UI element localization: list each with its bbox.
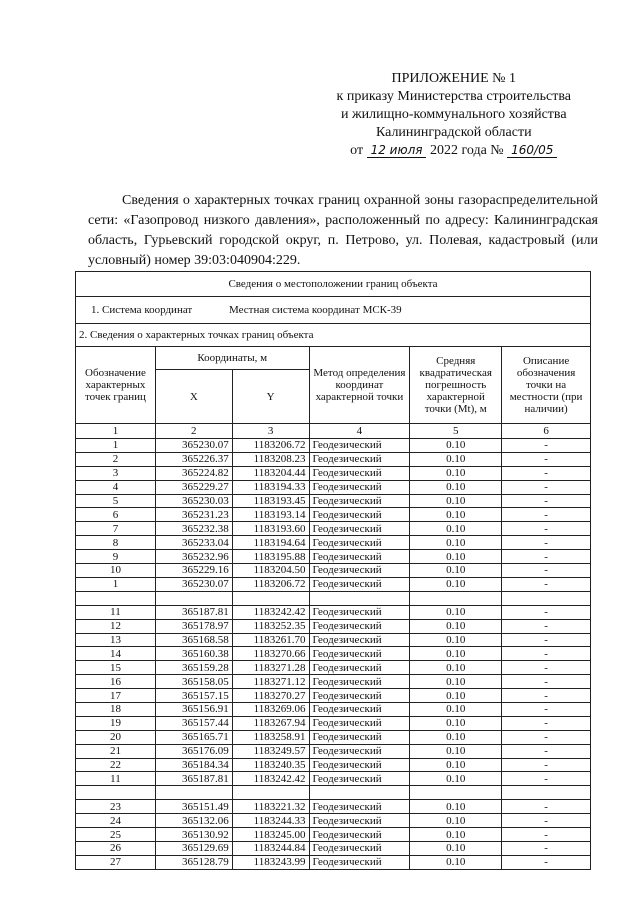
point-id-cell: 19 (76, 716, 156, 730)
description-cell: - (502, 452, 591, 466)
point-id-cell: 13 (76, 633, 156, 647)
error-cell: 0.10 (410, 564, 502, 578)
point-id-cell: 20 (76, 730, 156, 744)
method-cell: Геодезический (309, 772, 410, 786)
y-cell: 1183267.94 (232, 716, 309, 730)
y-cell (232, 591, 309, 605)
point-id-cell: 14 (76, 647, 156, 661)
handwritten-number: 160/05 (507, 143, 557, 158)
x-cell: 365160.38 (155, 647, 232, 661)
y-cell: 1183270.66 (232, 647, 309, 661)
y-cell: 1183252.35 (232, 619, 309, 633)
description-cell (502, 591, 591, 605)
error-cell: 0.10 (410, 842, 502, 856)
point-id-cell: 5 (76, 494, 156, 508)
boundary-table (75, 271, 591, 870)
coordinate-system-value: Местная система координат МСК-39 (228, 304, 402, 316)
description-cell: - (502, 577, 591, 591)
error-cell: 0.10 (410, 605, 502, 619)
table-row (76, 536, 591, 550)
x-cell: 365230.07 (155, 439, 232, 453)
y-cell (232, 786, 309, 800)
y-cell: 1183249.57 (232, 744, 309, 758)
error-cell: 0.10 (410, 577, 502, 591)
description-cell: - (502, 536, 591, 550)
description-cell: - (502, 466, 591, 480)
method-cell: Геодезический (309, 689, 410, 703)
table-row (76, 703, 591, 717)
error-cell: 0.10 (410, 800, 502, 814)
y-cell: 1183242.42 (232, 772, 309, 786)
coordinate-system-row (76, 297, 591, 324)
separator-row (76, 786, 591, 800)
error-cell: 0.10 (410, 855, 502, 869)
description-cell: - (502, 522, 591, 536)
y-cell: 1183208.23 (232, 452, 309, 466)
method-cell: Геодезический (309, 508, 410, 522)
table-row (76, 605, 591, 619)
x-cell: 365168.58 (155, 633, 232, 647)
x-cell: 365132.06 (155, 814, 232, 828)
y-cell: 1183261.70 (232, 633, 309, 647)
point-id-cell: 21 (76, 744, 156, 758)
error-cell: 0.10 (410, 550, 502, 564)
y-cell: 1183270.27 (232, 689, 309, 703)
x-cell: 365151.49 (155, 800, 232, 814)
point-id-cell: 15 (76, 661, 156, 675)
point-id-cell: 27 (76, 855, 156, 869)
y-cell: 1183243.99 (232, 855, 309, 869)
point-id-cell: 9 (76, 550, 156, 564)
error-cell: 0.10 (410, 439, 502, 453)
table-row (76, 508, 591, 522)
method-cell: Геодезический (309, 647, 410, 661)
point-id-cell: 1 (76, 439, 156, 453)
point-id-cell: 24 (76, 814, 156, 828)
x-cell: 365229.16 (155, 564, 232, 578)
x-cell (155, 591, 232, 605)
y-cell: 1183258.91 (232, 730, 309, 744)
method-cell (309, 786, 410, 800)
x-cell: 365128.79 (155, 855, 232, 869)
method-cell: Геодезический (309, 577, 410, 591)
date-prefix: от (350, 143, 364, 158)
header-description: Описание обозначения точки на местности (при наличии) (502, 347, 591, 424)
method-cell: Геодезический (309, 675, 410, 689)
intro-paragraph: Сведения о характерных точках границ охранной зоны газораспределительной сети: «Газопровод низкого давления», расположенный по адресу: Калининградская область, Гурьевский городской округ, п. Петрово, ул. Полевая, кадастровый (или условный) номер 39:03:040904:229. (88, 193, 598, 268)
description-cell: - (502, 842, 591, 856)
x-cell: 365176.09 (155, 744, 232, 758)
x-cell: 365233.04 (155, 536, 232, 550)
table-row (76, 828, 591, 842)
x-cell: 365232.96 (155, 550, 232, 564)
description-cell: - (502, 716, 591, 730)
error-cell: 0.10 (410, 828, 502, 842)
header-x: X (155, 370, 232, 424)
error-cell: 0.10 (410, 466, 502, 480)
x-cell: 365157.15 (155, 689, 232, 703)
y-cell: 1183193.45 (232, 494, 309, 508)
method-cell: Геодезический (309, 730, 410, 744)
x-cell: 365178.97 (155, 619, 232, 633)
error-cell: 0.10 (410, 744, 502, 758)
y-cell: 1183206.72 (232, 439, 309, 453)
point-id-cell (76, 591, 156, 605)
y-cell: 1183244.84 (232, 842, 309, 856)
x-cell: 365230.07 (155, 577, 232, 591)
table-row (76, 855, 591, 869)
table-row (76, 689, 591, 703)
error-cell: 0.10 (410, 522, 502, 536)
description-cell (502, 786, 591, 800)
description-cell: - (502, 689, 591, 703)
point-id-cell: 11 (76, 605, 156, 619)
description-cell: - (502, 564, 591, 578)
table-row (76, 661, 591, 675)
error-cell: 0.10 (410, 661, 502, 675)
y-cell: 1183221.32 (232, 800, 309, 814)
y-cell: 1183244.33 (232, 814, 309, 828)
table-row (76, 675, 591, 689)
table-row (76, 633, 591, 647)
x-cell: 365159.28 (155, 661, 232, 675)
table-row (76, 564, 591, 578)
point-id-cell: 16 (76, 675, 156, 689)
table-row (76, 758, 591, 772)
y-cell: 1183194.33 (232, 480, 309, 494)
y-cell: 1183242.42 (232, 605, 309, 619)
method-cell: Геодезический (309, 744, 410, 758)
method-cell: Геодезический (309, 633, 410, 647)
x-cell: 365226.37 (155, 452, 232, 466)
method-cell: Геодезический (309, 800, 410, 814)
table-row (76, 466, 591, 480)
y-cell: 1183204.44 (232, 466, 309, 480)
point-id-cell: 18 (76, 703, 156, 717)
table-row (76, 550, 591, 564)
table-row (76, 814, 591, 828)
x-cell: 365184.34 (155, 758, 232, 772)
x-cell: 365165.71 (155, 730, 232, 744)
section-2-title: 2. Сведения о характерных точках границ объекта (76, 324, 591, 347)
description-cell: - (502, 675, 591, 689)
method-cell: Геодезический (309, 703, 410, 717)
point-id-cell: 10 (76, 564, 156, 578)
table-row (76, 452, 591, 466)
method-cell: Геодезический (309, 480, 410, 494)
point-id-cell: 26 (76, 842, 156, 856)
appendix-title: ПРИЛОЖЕНИЕ № 1 (391, 71, 517, 86)
error-cell (410, 591, 502, 605)
error-cell: 0.10 (410, 675, 502, 689)
x-cell: 365187.81 (155, 605, 232, 619)
table-row (76, 842, 591, 856)
description-cell: - (502, 439, 591, 453)
method-cell: Геодезический (309, 494, 410, 508)
method-cell: Геодезический (309, 619, 410, 633)
description-cell: - (502, 605, 591, 619)
point-id-cell: 7 (76, 522, 156, 536)
point-id-cell: 6 (76, 508, 156, 522)
error-cell: 0.10 (410, 508, 502, 522)
point-id-cell: 11 (76, 772, 156, 786)
point-id-cell: 8 (76, 536, 156, 550)
error-cell: 0.10 (410, 633, 502, 647)
y-cell: 1183271.28 (232, 661, 309, 675)
header-y: Y (232, 370, 309, 424)
error-cell: 0.10 (410, 619, 502, 633)
y-cell: 1183193.60 (232, 522, 309, 536)
description-cell: - (502, 703, 591, 717)
x-cell: 365229.27 (155, 480, 232, 494)
col-number: 6 (502, 424, 591, 439)
col-number: 5 (410, 424, 502, 439)
y-cell: 1183194.64 (232, 536, 309, 550)
error-cell: 0.10 (410, 536, 502, 550)
description-cell: - (502, 647, 591, 661)
y-cell: 1183271.12 (232, 675, 309, 689)
point-id-cell: 3 (76, 466, 156, 480)
description-cell: - (502, 633, 591, 647)
table-row (76, 800, 591, 814)
table-row (76, 744, 591, 758)
method-cell: Геодезический (309, 452, 410, 466)
description-cell: - (502, 550, 591, 564)
handwritten-date: 12 июля (367, 143, 427, 158)
error-cell: 0.10 (410, 716, 502, 730)
col-number: 1 (76, 424, 156, 439)
x-cell: 365231.23 (155, 508, 232, 522)
x-cell (155, 786, 232, 800)
error-cell (410, 786, 502, 800)
table-body (76, 439, 591, 870)
y-cell: 1183240.35 (232, 758, 309, 772)
appendix-header (337, 70, 571, 160)
description-cell: - (502, 758, 591, 772)
col-number: 3 (232, 424, 309, 439)
description-cell: - (502, 772, 591, 786)
method-cell (309, 591, 410, 605)
header-point: Обозначение характерных точек границ (76, 347, 156, 424)
coordinate-system-label: 1. Система координат (91, 304, 193, 316)
col-number: 2 (155, 424, 232, 439)
x-cell: 365158.05 (155, 675, 232, 689)
point-id-cell: 23 (76, 800, 156, 814)
point-id-cell: 22 (76, 758, 156, 772)
error-cell: 0.10 (410, 814, 502, 828)
error-cell: 0.10 (410, 730, 502, 744)
method-cell: Геодезический (309, 522, 410, 536)
table-caption: Сведения о местоположении границ объекта (76, 272, 591, 297)
method-cell: Геодезический (309, 758, 410, 772)
method-cell: Геодезический (309, 466, 410, 480)
error-cell: 0.10 (410, 647, 502, 661)
header-error: Средняя квадратическая погрешность характерной точки (Mt), м (410, 347, 502, 424)
error-cell: 0.10 (410, 452, 502, 466)
separator-row (76, 591, 591, 605)
table-row (76, 577, 591, 591)
description-cell: - (502, 480, 591, 494)
order-line-1: к приказу Министерства строительства (336, 89, 571, 104)
point-id-cell: 4 (76, 480, 156, 494)
point-id-cell: 1 (76, 577, 156, 591)
header-coords: Координаты, м (155, 347, 309, 370)
y-cell: 1183269.06 (232, 703, 309, 717)
method-cell: Геодезический (309, 716, 410, 730)
description-cell: - (502, 828, 591, 842)
table-row (76, 716, 591, 730)
method-cell: Геодезический (309, 605, 410, 619)
y-cell: 1183204.50 (232, 564, 309, 578)
y-cell: 1183206.72 (232, 577, 309, 591)
method-cell: Геодезический (309, 828, 410, 842)
column-numbers-row (76, 424, 591, 439)
error-cell: 0.10 (410, 494, 502, 508)
x-cell: 365130.92 (155, 828, 232, 842)
x-cell: 365224.82 (155, 466, 232, 480)
error-cell: 0.10 (410, 703, 502, 717)
point-id-cell (76, 786, 156, 800)
error-cell: 0.10 (410, 689, 502, 703)
error-cell: 0.10 (410, 480, 502, 494)
method-cell: Геодезический (309, 661, 410, 675)
y-cell: 1183245.00 (232, 828, 309, 842)
x-cell: 365129.69 (155, 842, 232, 856)
table-row (76, 480, 591, 494)
x-cell: 365156.91 (155, 703, 232, 717)
x-cell: 365157.44 (155, 716, 232, 730)
order-line-3: Калининградской области (375, 125, 532, 140)
description-cell: - (502, 508, 591, 522)
error-cell: 0.10 (410, 758, 502, 772)
x-cell: 365230.03 (155, 494, 232, 508)
table-row (76, 647, 591, 661)
col-number: 4 (309, 424, 410, 439)
description-cell: - (502, 855, 591, 869)
table-row (76, 772, 591, 786)
point-id-cell: 17 (76, 689, 156, 703)
y-cell: 1183195.88 (232, 550, 309, 564)
point-id-cell: 12 (76, 619, 156, 633)
order-date-line (337, 142, 571, 160)
method-cell: Геодезический (309, 550, 410, 564)
method-cell: Геодезический (309, 814, 410, 828)
description-cell: - (502, 730, 591, 744)
date-middle: 2022 года № (429, 143, 504, 158)
table-row (76, 494, 591, 508)
description-cell: - (502, 800, 591, 814)
description-cell: - (502, 814, 591, 828)
method-cell: Геодезический (309, 536, 410, 550)
order-line-2: и жилищно-коммунального хозяйства (340, 107, 567, 122)
description-cell: - (502, 744, 591, 758)
x-cell: 365187.81 (155, 772, 232, 786)
table-row (76, 619, 591, 633)
y-cell: 1183193.14 (232, 508, 309, 522)
description-cell: - (502, 661, 591, 675)
table-row (76, 439, 591, 453)
x-cell: 365232.38 (155, 522, 232, 536)
description-cell: - (502, 619, 591, 633)
table-row (76, 730, 591, 744)
method-cell: Геодезический (309, 439, 410, 453)
method-cell: Геодезический (309, 564, 410, 578)
method-cell: Геодезический (309, 855, 410, 869)
header-method: Метод определения координат характерной точки (309, 347, 410, 424)
method-cell: Геодезический (309, 842, 410, 856)
description-cell: - (502, 494, 591, 508)
error-cell: 0.10 (410, 772, 502, 786)
table-row (76, 522, 591, 536)
point-id-cell: 25 (76, 828, 156, 842)
point-id-cell: 2 (76, 452, 156, 466)
